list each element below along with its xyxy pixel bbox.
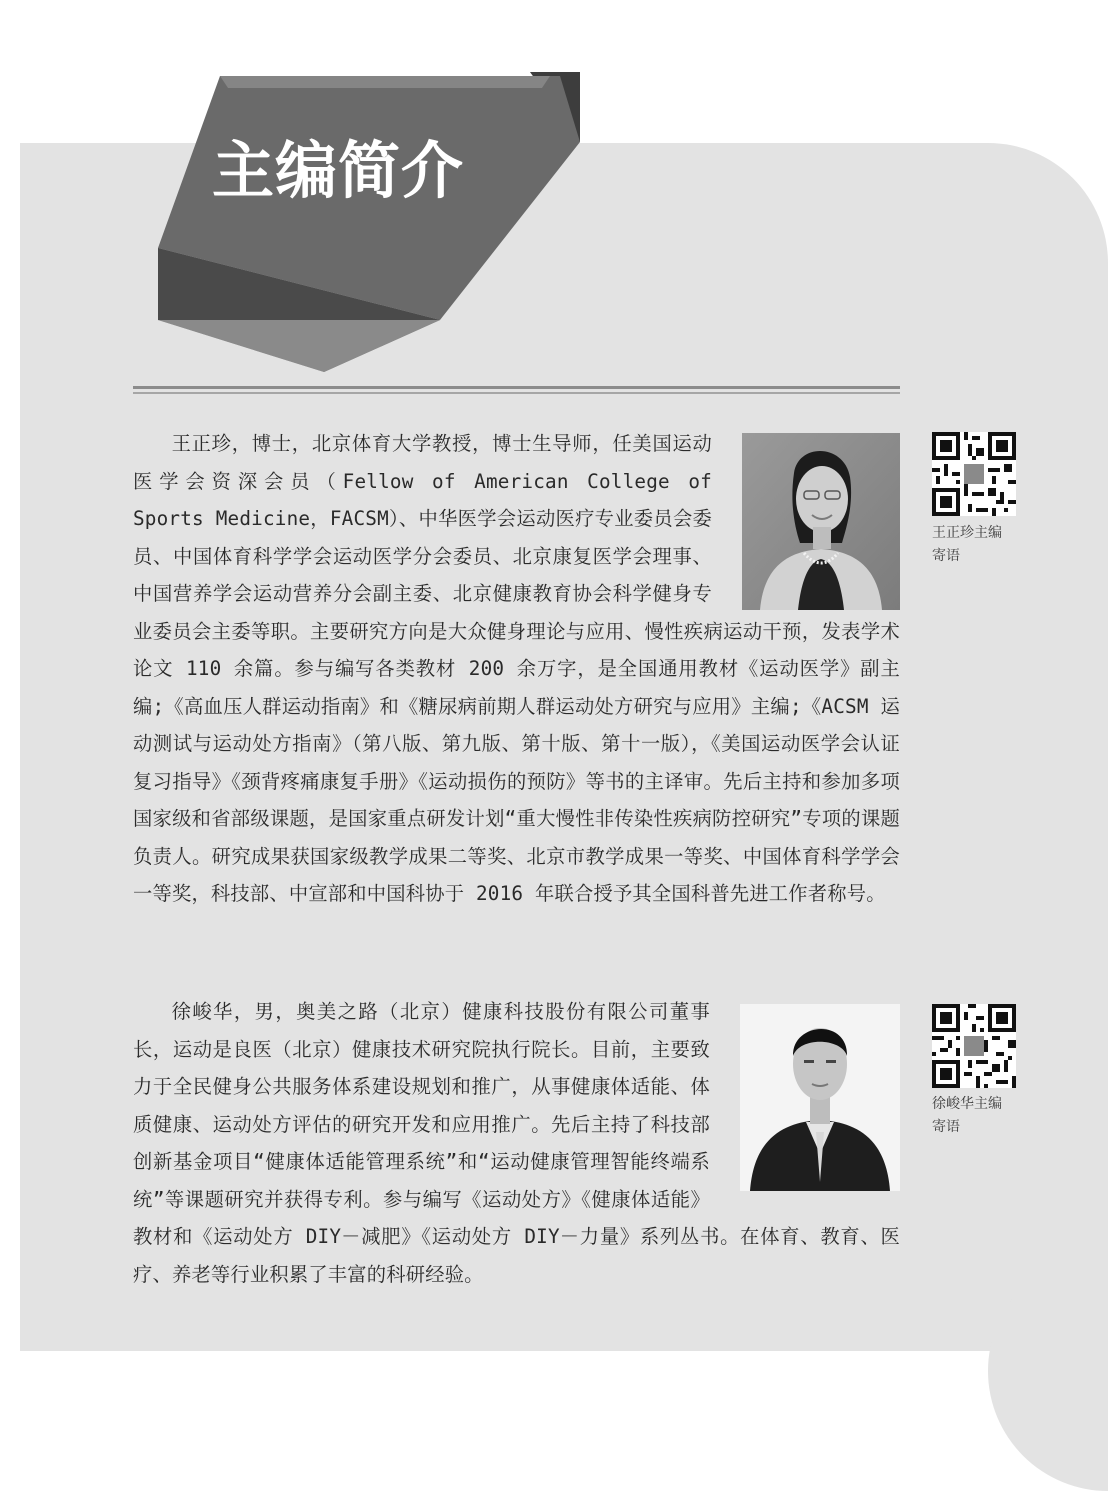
qr-code-wang[interactable] xyxy=(932,432,1016,516)
editor-photo-xu xyxy=(740,1004,900,1191)
ribbon-arrow-point xyxy=(158,320,440,372)
editor-bio-text: 徐峻华，男，奥美之路（北京）健康科技股份有限公司董事长，运动是良医（北京）健康技术研究院执行院长。目前，主要致力于全民健身公共服务体系建设规划和推广，从事健康体适能、体质健康、运动处方评估的研究开发和应用推广。先后主持了科技部创新基金项目“健康体适能管理系统”和“运动健康管理智能终端系统”等课题研究并获得专利。参与编写《运动处方》《健康体适能》教材和《运动处方 DIY－减肥》《运动处方 DIY－力量》系列丛书。在体育、教育、医疗、养老等行业积累了丰富的科研经验。 xyxy=(133,1000,900,1286)
qr-caption-line2: 寄语 xyxy=(932,548,960,564)
qr-caption-line1: 徐峻华主编 xyxy=(932,1096,1002,1112)
qr-caption-line1: 王正珍主编 xyxy=(932,525,1002,541)
divider-bottom xyxy=(133,392,900,394)
editor-bio-text: 王正珍，博士，北京体育大学教授，博士生导师，任美国运动医学会资深会员（Fellow of American College of Sports Medicine，FACSM）、中华医学会运动医疗专业委员会委员、中国体育科学学会运动医学分会委员、北京康复医学会理事、中国营养学会运动营养分会副主委、北京健康教育协会科学健身专业委员会主委等职。主要研究方向是大众健身理论与应用、慢性疾病运动干预，发表学术论文 110 余篇。参与编写各类教材 200 余万字，是全国通用教材《运动医学》副主编;《高血压人群运动指南》和《糖尿病前期人群运动处方研究与应用》主编;《ACSM 运动测试与运动处方指南》（第八版、第九版、第十版、第十一版），《美国运动医学会认证复习指导》《颈背疼痛康复手册》《运动损伤的预防》等书的主译审。先后主持和参加多项国家级和省部级课题，是国家重点研发计划“重大慢性非传染性疾病防控研究”专项的课题负责人。研究成果获国家级教学成果二等奖、北京市教学成果一等奖、中国体育科学学会一等奖，科技部、中宣部和中国科协于 2016 年联合授予其全国科普先进工作者称号。 xyxy=(133,432,900,905)
panel-corner-decoration xyxy=(988,1251,1108,1491)
qr-caption-wang xyxy=(932,522,1042,568)
editor-photo-wang xyxy=(742,433,900,610)
title-ribbon-graphic xyxy=(150,72,590,377)
qr-caption-xu xyxy=(932,1093,1042,1139)
divider-top xyxy=(133,386,900,389)
page-title: 主编简介 xyxy=(212,134,465,207)
ribbon-highlight xyxy=(220,76,550,88)
qr-code-xu[interactable] xyxy=(932,1004,1016,1088)
qr-caption-line2: 寄语 xyxy=(932,1119,960,1135)
